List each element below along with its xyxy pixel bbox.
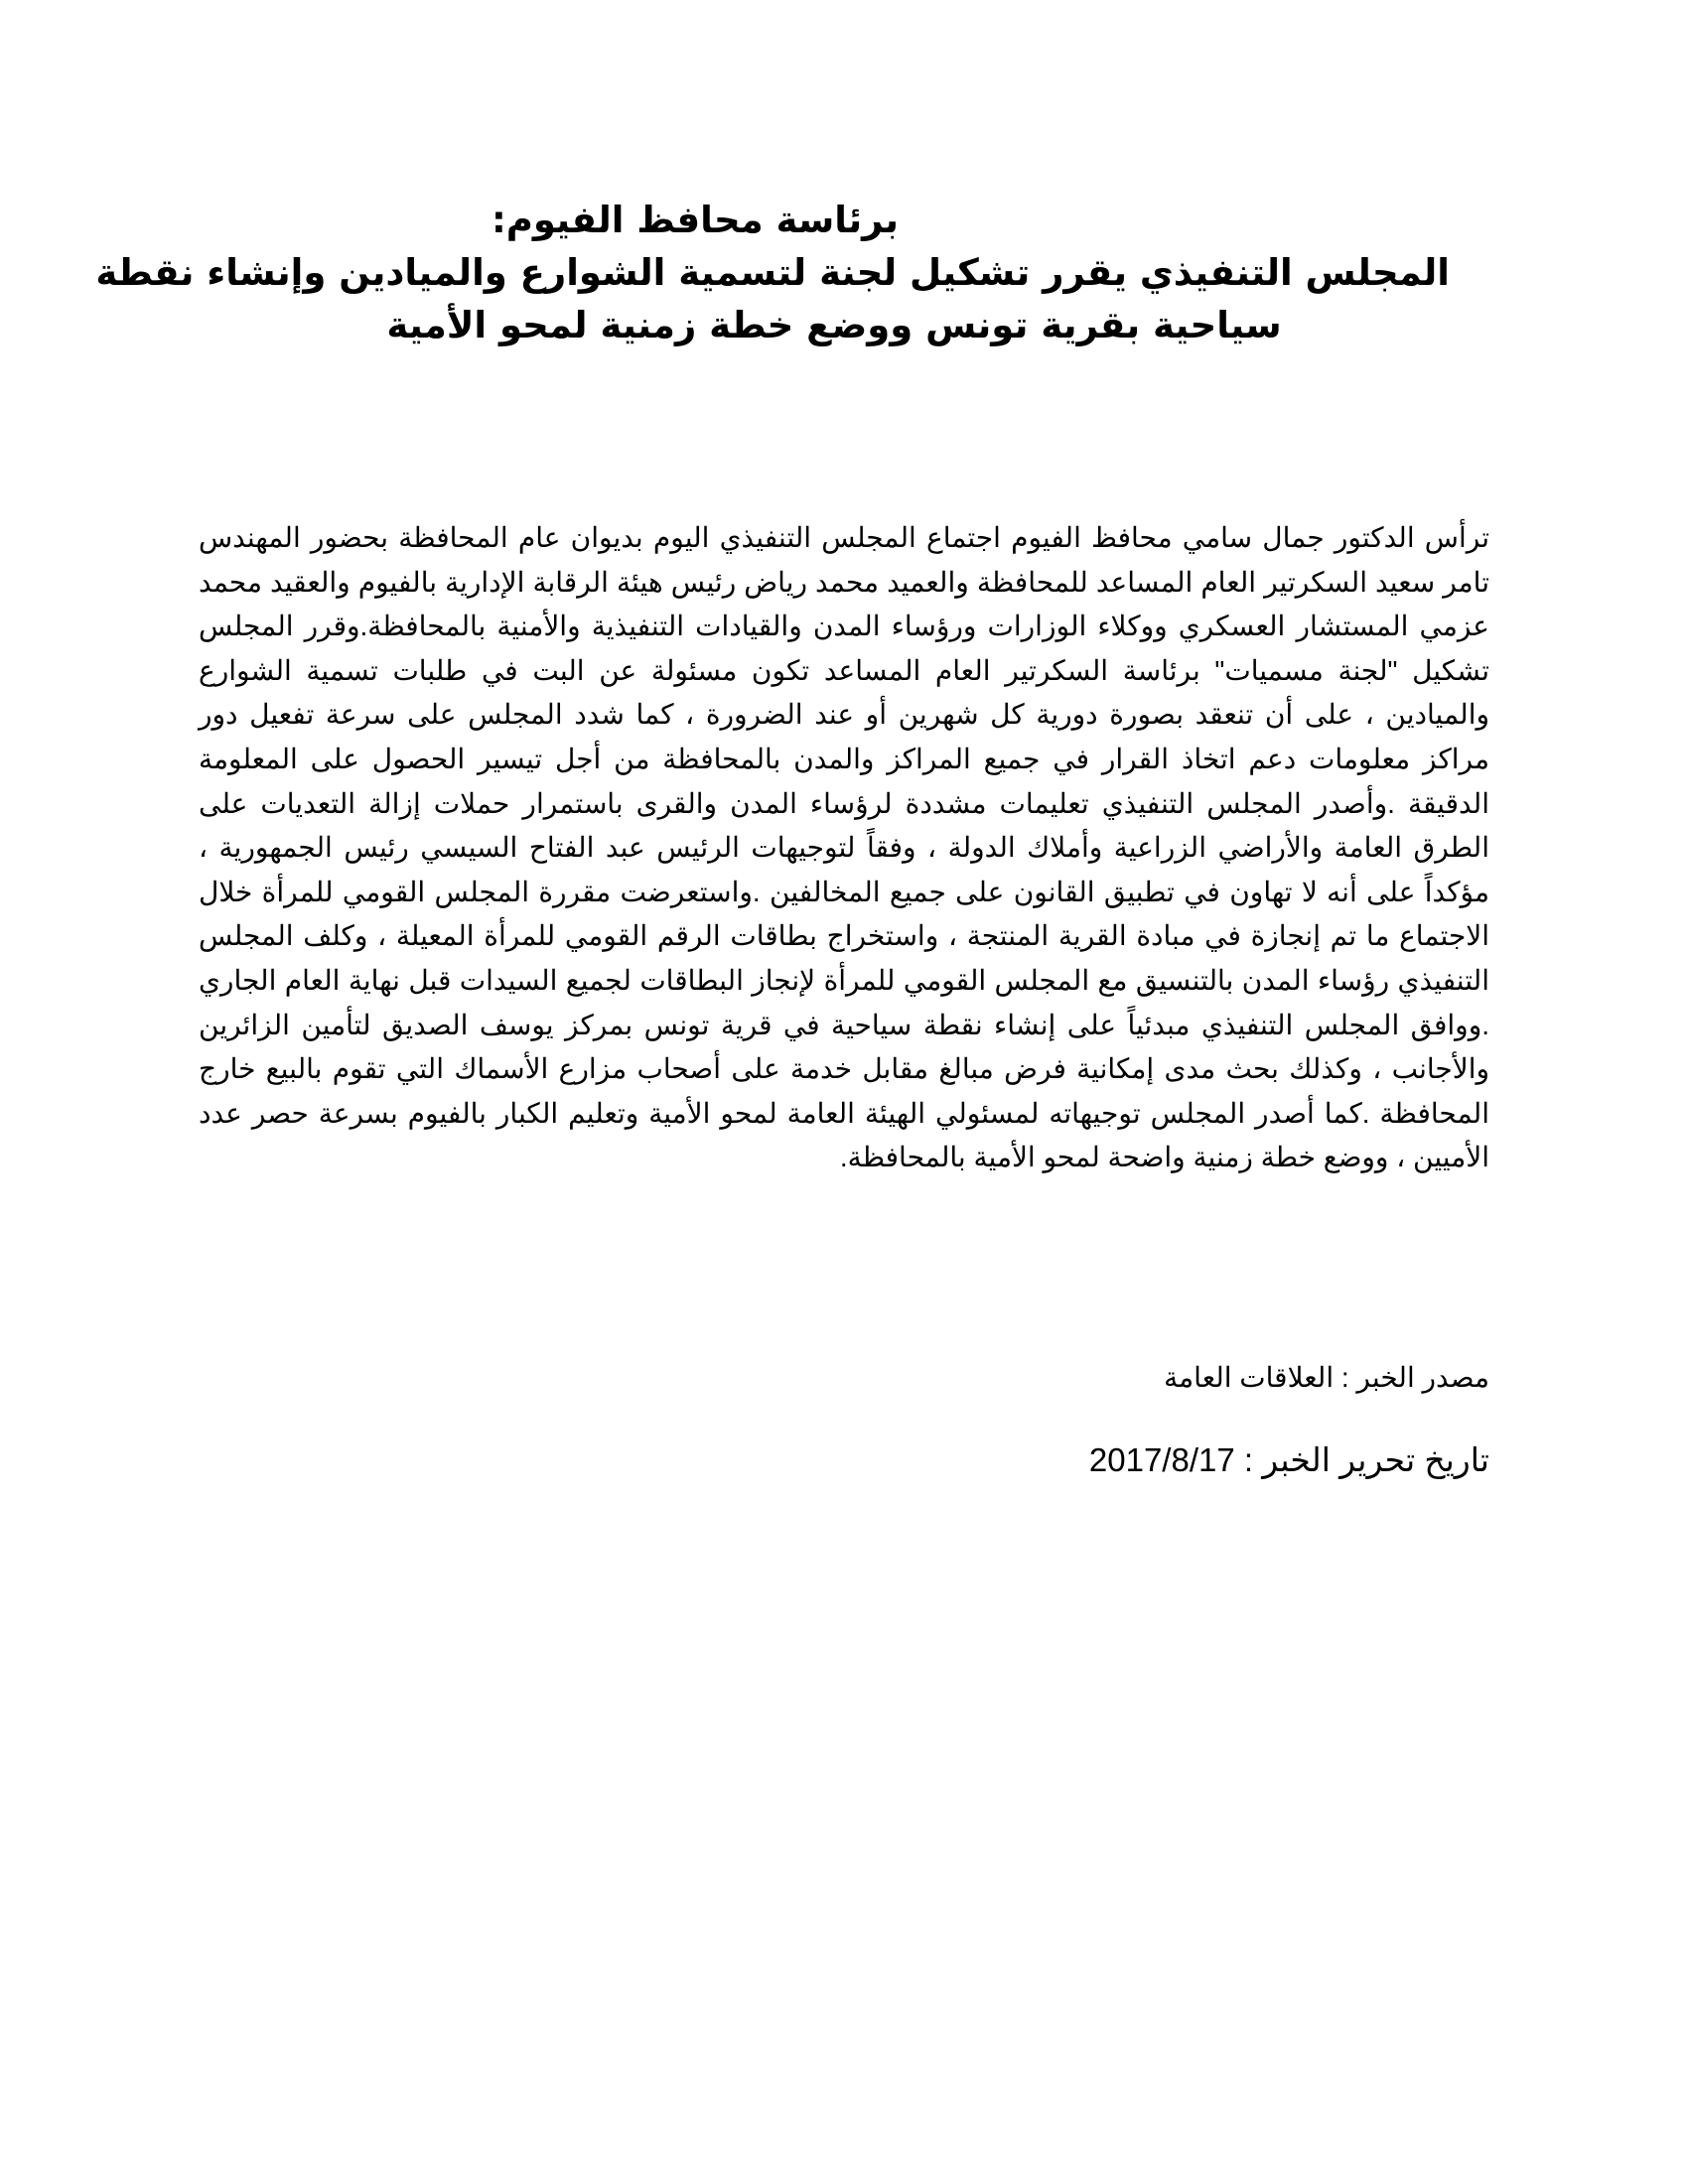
headline-line-1: المجلس التنفيذي يقرر تشكيل لجنة لتسمية الشوارع والميادين وإنشاء نقطة — [95, 251, 1450, 294]
news-date-line: تاريخ تحرير الخبر : 2017/8/17 — [1088, 1441, 1489, 1478]
headline-line-2: سياحية بقرية تونس ووضع خطة زمنية لمحو الأمية — [386, 304, 1282, 346]
headline-block — [95, 194, 1450, 351]
article-paragraph: ترأس الدكتور جمال سامي محافظ الفيوم اجتماع المجلس التنفيذي اليوم بديوان عام المحافظة بحضور المهندس تامر سعيد السكرتير العام المساعد للمحافظة والعميد محمد رياض رئيس هيئة الرقابة الإدارية بالفيوم والعقيد محمد عزمي المستشار العسكري ووكلاء الوزارات ورؤساء المدن والقيادات التنفيذية والأمنية بالمحافظة.وقرر المجلس تشكيل "لجنة مسميات" برئاسة السكرتير العام المساعد تكون مسئولة عن البت في طلبات تسمية الشوارع والميادين ، على أن تنعقد بصورة دورية كل شهرين أو عند الضرورة ، كما شدد المجلس على سرعة تفعيل دور مراكز معلومات دعم اتخاذ القرار في جميع المراكز والمدن بالمحافظة من أجل تيسير الحصول على المعلومة الدقيقة .وأصدر المجلس التنفيذي تعليمات مشددة لرؤساء المدن والقرى باستمرار حملات إزالة التعديات على الطرق العامة والأراضي الزراعية وأملاك الدولة ، وفقاً لتوجيهات الرئيس عبد الفتاح السيسي رئيس الجمهورية ، مؤكداً على أنه لا تهاون في تطبيق القانون على جميع المخالفين .واستعرضت مقررة المجلس القومي للمرأة خلال الاجتماع ما تم إنجازة في مبادة القرية المنتجة ، واستخراج بطاقات الرقم القومي للمرأة المعيلة ، وكلف المجلس التنفيذي رؤساء المدن بالتنسيق مع المجلس القومي للمرأة لإنجاز البطاقات لجميع السيدات قبل نهاية العام الجاري .ووافق المجلس التنفيذي مبدئياً على إنشاء نقطة سياحية في قرية تونس بمركز يوسف الصديق لتأمين الزائرين والأجانب ، وكذلك بحث مدى إمكانية فرض مبالغ مقابل خدمة على أصحاب مزارع الأسماك التي تقوم بالبيع خارج المحافظة .كما أصدر المجلس توجيهاته لمسئولي الهيئة العامة لمحو الأمية وتعليم الكبار بالفيوم بسرعة حصر عدد الأميين ، ووضع خطة زمنية واضحة لمحو الأمية بالمحافظة. — [199, 522, 1489, 1173]
headline-intro: برئاسة محافظ الفيوم: — [491, 199, 900, 241]
article-body — [199, 516, 1489, 1180]
news-source-line: مصدر الخبر : العلاقات العامة — [1164, 1362, 1489, 1393]
